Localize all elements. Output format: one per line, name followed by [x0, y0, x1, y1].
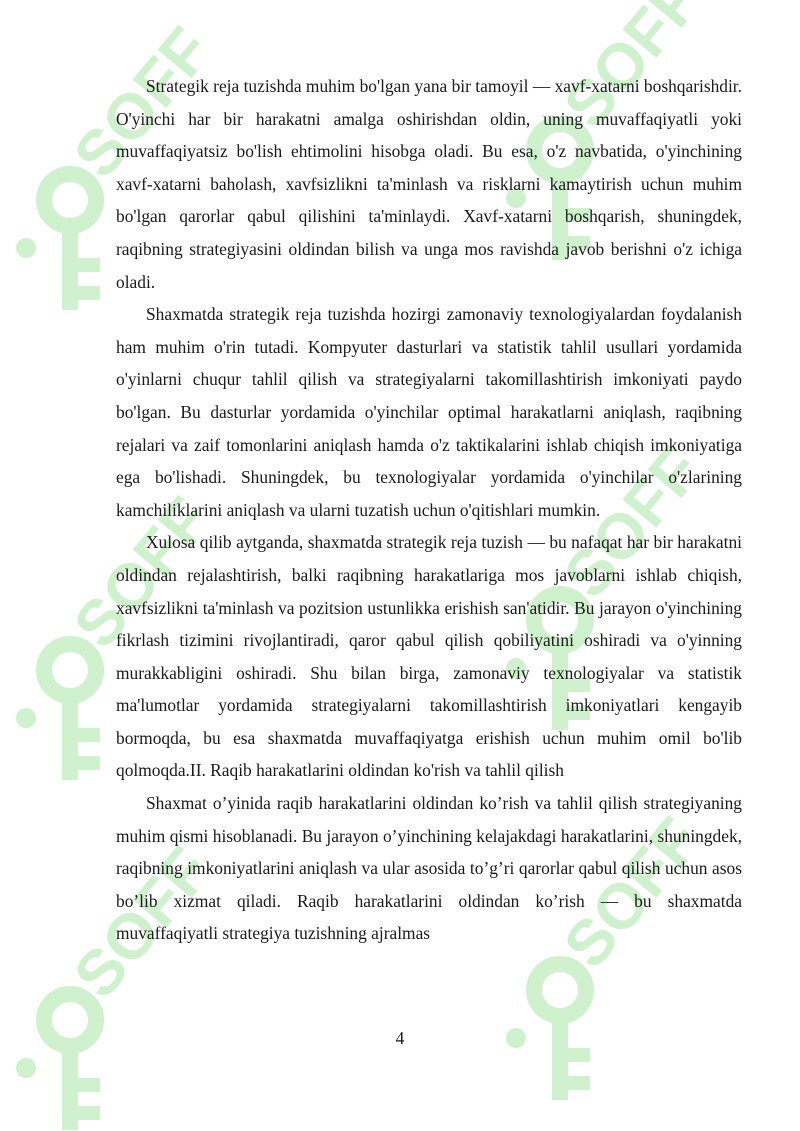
document-body — [116, 70, 742, 950]
paragraph-risk-management: Strategik reja tuzishda muhim bo'lgan yana bir tamoyil — xavf-xatarni boshqarishdir. O'yinchi har bir harakatni amalga oshirishdan oldin, uning muvaffaqiyatli yoki muvaffaqiyatsiz bo'lish ehtimolini hisobga oladi. Bu esa, o'z navbatida, o'yinchining xavf-xatarni baholash, xavfsizlikni ta'minlash va risklarni kamaytirish uchun muhim bo'lgan qarorlar qabul qilishini ta'minlaydi. Xavf-xatarni boshqarish, shuningdek, raqibning strategiyasini oldindan bilish va unga mos ravishda javob berishni o'z ichiga oladi. — [116, 76, 742, 292]
paragraph-opponent-analysis: Shaxmat o’yinida raqib harakatlarini oldindan ko’rish va tahlil qilish strategiyaning muhim qismi hisoblanadi. Bu jarayon o’yinchining kelajakdagi harakatlarini, shuningdek, raqibning imkoniyatlarini aniqlash va ular asosida to’g’ri qarorlar qabul qilish uchun asos bo’lib xizmat qiladi. Raqib harakatlarini oldindan ko’rish — bu shaxmatda muvaffaqiyatli strategiya tuzishning ajralmas — [116, 793, 742, 944]
page-number: 4 — [395, 1028, 405, 1048]
paragraph-conclusion: Xulosa qilib aytganda, shaxmatda strategik reja tuzish — bu nafaqat har bir harakatni oldindan rejalashtirish, balki raqibning harakatlariga mos javoblarni ishlab chiqish, xavfsizlikni ta'minlash va pozitsion ustunlikka erishish san'atidir. Bu jarayon o'yinchining fikrlash tizimini rivojlantiradi, qaror qabul qilish qobiliyatini oshiradi va o'yinning murakkabligini oshiradi. Shu bilan birga, zamonaviy texnologiyalar va statistik ma'lumotlar yordamida strategiyalarni takomillashtirish imkoniyatlari kengayib bormoqda, bu esa shaxmatda muvaffaqiyatga erishish uchun muhim omil bo'lib qolmoqda.II. Raqib harakatlarini oldindan ko'rish va tahlil qilish — [116, 532, 742, 781]
paragraph-technology: Shaxmatda strategik reja tuzishda hozirgi zamonaviy texnologiyalardan foydalanish ham muhim o'rin tutadi. Kompyuter dasturlari va statistik tahlil usullari yordamida o'yinlarni chuqur tahlil qilish va strategiyalarni takomillashtirish imkoniyati paydo bo'lgan. Bu dasturlar yordamida o'yinchilar optimal harakatlarni aniqlash, raqibning rejalari va zaif tomonlarini aniqlash hamda o'z taktikalarini ishlab chiqish imkoniyatiga ega bo'lishadi. Shuningdek, bu texnologiyalar yordamida o'yinchilar o'zlarining kamchiliklarini aniqlash va ularni tuzatish uchun o'qitishlari mumkin. — [116, 304, 742, 520]
